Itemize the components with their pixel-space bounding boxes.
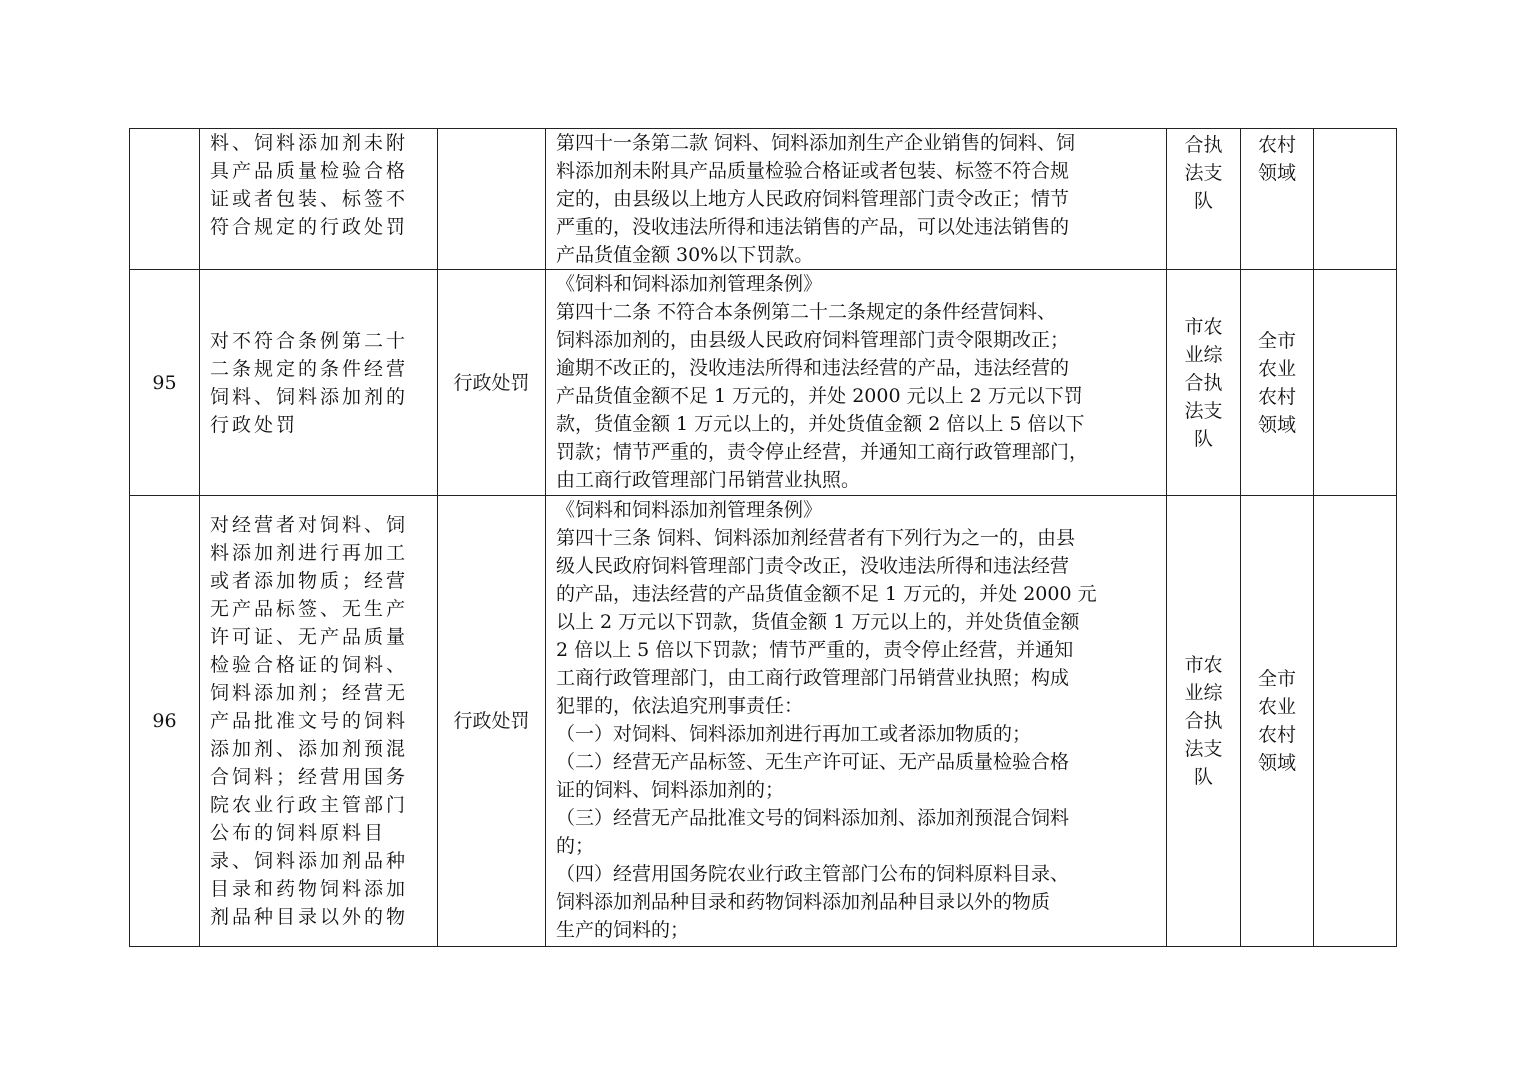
basis-line: 证的饲料、饲料添加剂的；	[556, 779, 785, 801]
dept-line: 市农	[1184, 315, 1223, 338]
basis-line: 以上 2 万元以下罚款，货值金额 1 万元以上的，并处货值金额	[556, 611, 1080, 633]
item-description	[200, 129, 438, 270]
table-row	[130, 129, 1397, 270]
enforcement-department	[1167, 496, 1241, 947]
basis-line: 第四十一条第二款 饲料、饲料添加剂生产企业销售的饲料、饲	[556, 132, 1076, 154]
item-line: 二条规定的条件经营	[210, 357, 409, 380]
dept-line: 业综	[1184, 343, 1223, 366]
dept-line: 队	[1193, 190, 1213, 212]
dept-line: 法支	[1184, 162, 1223, 184]
basis-line: 2 倍以上 5 倍以下罚款；情节严重的，责令停止经营，并通知	[556, 639, 1074, 661]
item-line: 检验合格证的饲料、	[210, 654, 409, 676]
table-row	[130, 270, 1397, 496]
scope-line: 领域	[1257, 752, 1296, 774]
row-number: 96	[130, 496, 200, 947]
item-line: 料、饲料添加剂未附	[210, 132, 409, 154]
table-row	[130, 496, 1397, 947]
scope-line: 农业	[1257, 696, 1296, 718]
item-line: 符合规定的行政处罚	[210, 216, 409, 238]
basis-line: 第四十三条 饲料、饲料添加剂经营者有下列行为之一的，由县	[556, 527, 1076, 549]
item-line: 对不符合条例第二十	[210, 329, 409, 352]
enforcement-department	[1167, 129, 1241, 270]
item-line: 行政处罚	[210, 413, 299, 436]
enforcement-department	[1167, 270, 1241, 496]
basis-line: 级人民政府饲料管理部门责令改正，没收违法所得和违法经营	[556, 555, 1070, 577]
basis-line: 《饲料和饲料添加剂管理条例》	[556, 273, 823, 295]
scope-line: 农业	[1257, 357, 1296, 380]
item-description	[200, 496, 438, 947]
enforcement-scope	[1241, 496, 1314, 947]
legal-basis	[546, 496, 1167, 947]
basis-line: 饲料添加剂品种目录和药物饲料添加剂品种目录以外的物质	[556, 891, 1051, 913]
item-category: 行政处罚	[438, 270, 546, 496]
basis-line: 犯罪的，依法追究刑事责任：	[556, 695, 804, 717]
remarks-cell	[1314, 496, 1397, 947]
dept-line: 业综	[1184, 682, 1223, 704]
dept-line: 队	[1193, 427, 1213, 450]
item-line: 对经营者对饲料、饲	[210, 514, 409, 536]
basis-line: 由工商行政管理部门吊销营业执照。	[556, 469, 861, 491]
basis-line: 《饲料和饲料添加剂管理条例》	[556, 499, 823, 521]
remarks-cell	[1314, 270, 1397, 496]
dept-line: 合执	[1184, 371, 1223, 394]
basis-line: （四）经营用国务院农业行政主管部门公布的饲料原料目录、	[556, 863, 1070, 885]
row-number: 95	[130, 270, 200, 496]
basis-line: 罚款；情节严重的，责令停止经营，并通知工商行政管理部门，	[556, 441, 1089, 463]
enforcement-scope	[1241, 129, 1314, 270]
item-category	[438, 129, 546, 270]
item-line: 饲料、饲料添加剂的	[210, 385, 409, 408]
dept-line: 法支	[1184, 738, 1223, 760]
item-line: 料添加剂进行再加工	[210, 542, 409, 564]
scope-line: 全市	[1257, 668, 1296, 690]
basis-line: 料添加剂未附具产品质量检验合格证或者包装、标签不符合规	[556, 160, 1070, 182]
item-category: 行政处罚	[438, 496, 546, 947]
scope-line: 领域	[1257, 162, 1296, 184]
scope-line: 领域	[1257, 413, 1296, 436]
basis-line: 的产品，违法经营的产品货值金额不足 1 万元的，并处 2000 元	[556, 583, 1097, 605]
dept-line: 法支	[1184, 399, 1223, 422]
basis-line: 的；	[556, 835, 595, 857]
dept-line: 合执	[1184, 710, 1223, 732]
item-line: 录、饲料添加剂品种	[210, 850, 409, 872]
item-line: 或者添加物质；经营	[210, 570, 409, 592]
basis-line: （三）经营无产品批准文号的饲料添加剂、添加剂预混合饲料	[556, 807, 1070, 829]
basis-line: 款，货值金额 1 万元以上的，并处货值金额 2 倍以上 5 倍以下	[556, 413, 1085, 435]
remarks-cell	[1314, 129, 1397, 270]
item-line: 目录和药物饲料添加	[210, 878, 409, 900]
scope-line: 农村	[1257, 724, 1296, 746]
legal-basis	[546, 129, 1167, 270]
legal-basis	[546, 270, 1167, 496]
item-line: 无产品标签、无生产	[210, 598, 409, 620]
dept-line: 市农	[1184, 654, 1223, 676]
basis-line: 生产的饲料的；	[556, 919, 690, 941]
scope-line: 农村	[1257, 385, 1296, 408]
item-line: 饲料添加剂；经营无	[210, 682, 409, 704]
basis-line: （一）对饲料、饲料添加剂进行再加工或者添加物质的；	[556, 723, 1032, 745]
item-line: 证或者包装、标签不	[210, 188, 409, 210]
item-line: 公布的饲料原料目	[210, 822, 387, 844]
basis-line: 饲料添加剂的，由县级人民政府饲料管理部门责令限期改正；	[556, 329, 1070, 351]
dept-line: 队	[1193, 766, 1213, 788]
enforcement-scope	[1241, 270, 1314, 496]
basis-line: （二）经营无产品标签、无生产许可证、无产品质量检验合格	[556, 751, 1070, 773]
item-description	[200, 270, 438, 496]
penalty-table	[129, 128, 1397, 947]
dept-line: 合执	[1184, 134, 1223, 156]
basis-line: 严重的，没收违法所得和违法销售的产品，可以处违法销售的	[556, 216, 1070, 238]
item-line: 许可证、无产品质量	[210, 626, 409, 648]
basis-line: 产品货值金额不足 1 万元的，并处 2000 元以上 2 万元以下罚	[556, 385, 1083, 407]
basis-line: 定的，由县级以上地方人民政府饲料管理部门责令改正；情节	[556, 188, 1070, 210]
basis-line: 产品货值金额 30%以下罚款。	[556, 244, 814, 266]
scope-line: 全市	[1257, 329, 1296, 352]
basis-line: 第四十二条 不符合本条例第二十二条规定的条件经营饲料、	[556, 301, 1057, 323]
item-line: 产品批准文号的饲料	[210, 710, 409, 732]
item-line: 添加剂、添加剂预混	[210, 738, 409, 760]
row-number	[130, 129, 200, 270]
basis-line: 逾期不改正的，没收违法所得和违法经营的产品，违法经营的	[556, 357, 1070, 379]
item-line: 具产品质量检验合格	[210, 160, 409, 182]
item-line: 剂品种目录以外的物	[210, 906, 409, 928]
basis-line: 工商行政管理部门，由工商行政管理部门吊销营业执照；构成	[556, 667, 1070, 689]
item-line: 院农业行政主管部门	[210, 794, 409, 816]
scope-line: 农村	[1257, 134, 1296, 156]
item-line: 合饲料；经营用国务	[210, 766, 409, 788]
